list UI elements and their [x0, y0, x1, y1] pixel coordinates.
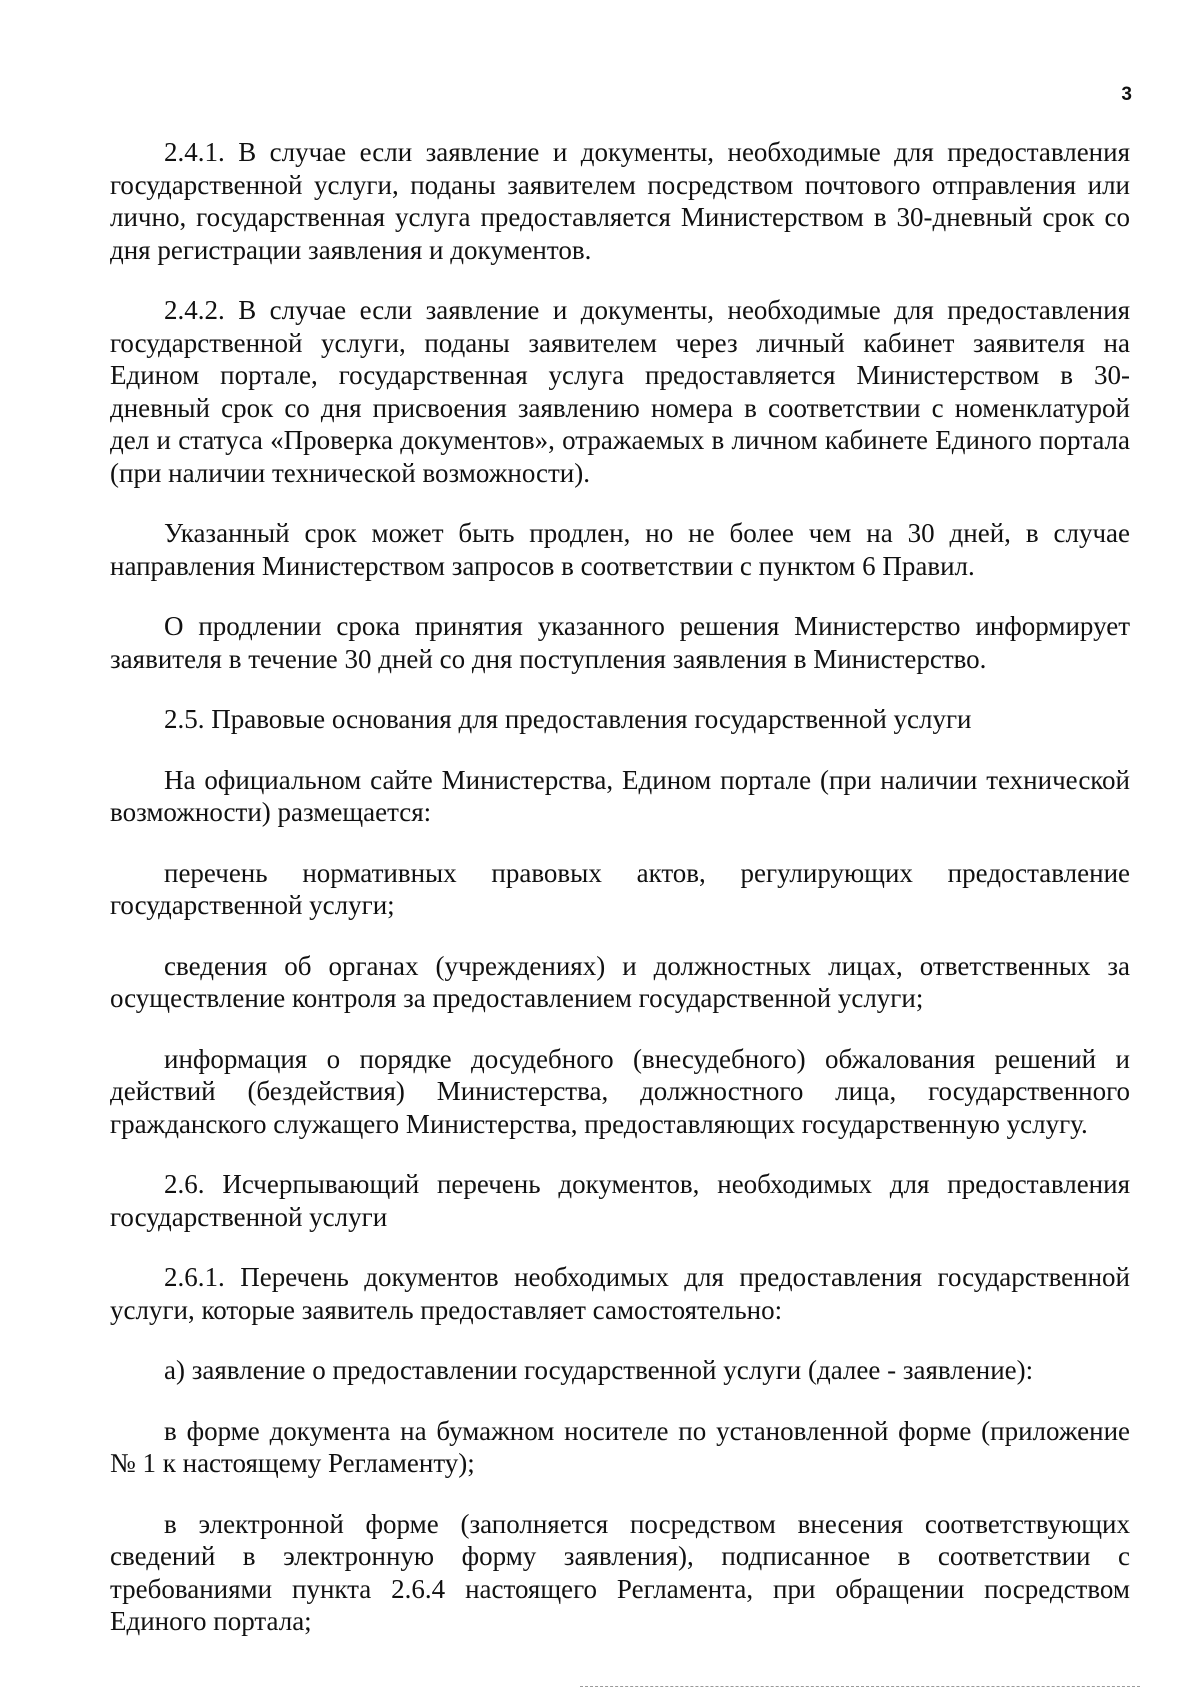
paragraph-extension-notice: О продлении срока принятия указанного решения Министерство информирует заявителя в течение 30 дней со дня поступления заявления в Министерство. — [110, 611, 1130, 674]
section-heading-2-5: 2.5. Правовые основания для предоставления государственной услуги — [164, 704, 972, 734]
paragraph-item-a: а) заявление о предоставлении государственной услуги (далее - заявление): — [164, 1355, 1034, 1385]
page-number: 3 — [1121, 84, 1132, 105]
paragraph-paper-form: в форме документа на бумажном носителе по установленной форме (приложение № 1 к настоящему Регламенту); — [110, 1415, 1130, 1478]
paragraph-2-4-1: 2.4.1. В случае если заявление и документы, необходимые для предоставления государственной услуги, поданы заявителем посредством почтового отправления или лично, государственная услуга предоставляется Министерством в 30-дневный срок со дня регистрации заявления и документов. — [110, 137, 1130, 265]
paragraph-2-4-2: 2.4.2. В случае если заявление и документы, необходимые для предоставления государственной услуги, поданы заявителем через личный кабинет заявителя на Едином портале, государственная услуга предоставляется Министерством в 30-дневный срок со дня присвоения заявлению номера в соответствии с номенклатурой дел и статуса «Проверка документов», отражаемых в личном кабинете Единого портала (при наличии технической возможности). — [110, 295, 1130, 488]
paragraph-term-extension: Указанный срок может быть продлен, но не более чем на 30 дней, в случае направления Министерством запросов в соответствии с пунктом 6 Правил. — [110, 518, 1130, 581]
document-body — [110, 136, 1130, 1666]
paragraph-electronic-form: в электронной форме (заполняется посредством внесения соответствующих сведений в электронную форму заявления), подписанное в соответствии с требованиями пункта 2.6.4 настоящего Регламента, при обращении посредством Единого портала; — [110, 1508, 1130, 1636]
section-heading-2-6: 2.6. Исчерпывающий перечень документов, необходимых для предоставления государственной услуги — [110, 1169, 1130, 1232]
scan-footer-line — [580, 1686, 1140, 1687]
paragraph-official-site: На официальном сайте Министерства, Едином портале (при наличии технической возможности) размещается: — [110, 764, 1130, 827]
paragraph-legal-acts-list: перечень нормативных правовых актов, регулирующих предоставление государственной услуги; — [110, 857, 1130, 920]
paragraph-2-6-1: 2.6.1. Перечень документов необходимых для предоставления государственной услуги, которые заявитель предоставляет самостоятельно: — [110, 1262, 1130, 1325]
paragraph-control-bodies: сведения об органах (учреждениях) и должностных лицах, ответственных за осуществление контроля за предоставлением государственной услуги; — [110, 950, 1130, 1013]
paragraph-appeal-procedure: информация о порядке досудебного (внесудебного) обжалования решений и действий (бездействия) Министерства, должностного лица, государственного гражданского служащего Министерства, предоставляющих государственную услугу. — [110, 1043, 1130, 1139]
